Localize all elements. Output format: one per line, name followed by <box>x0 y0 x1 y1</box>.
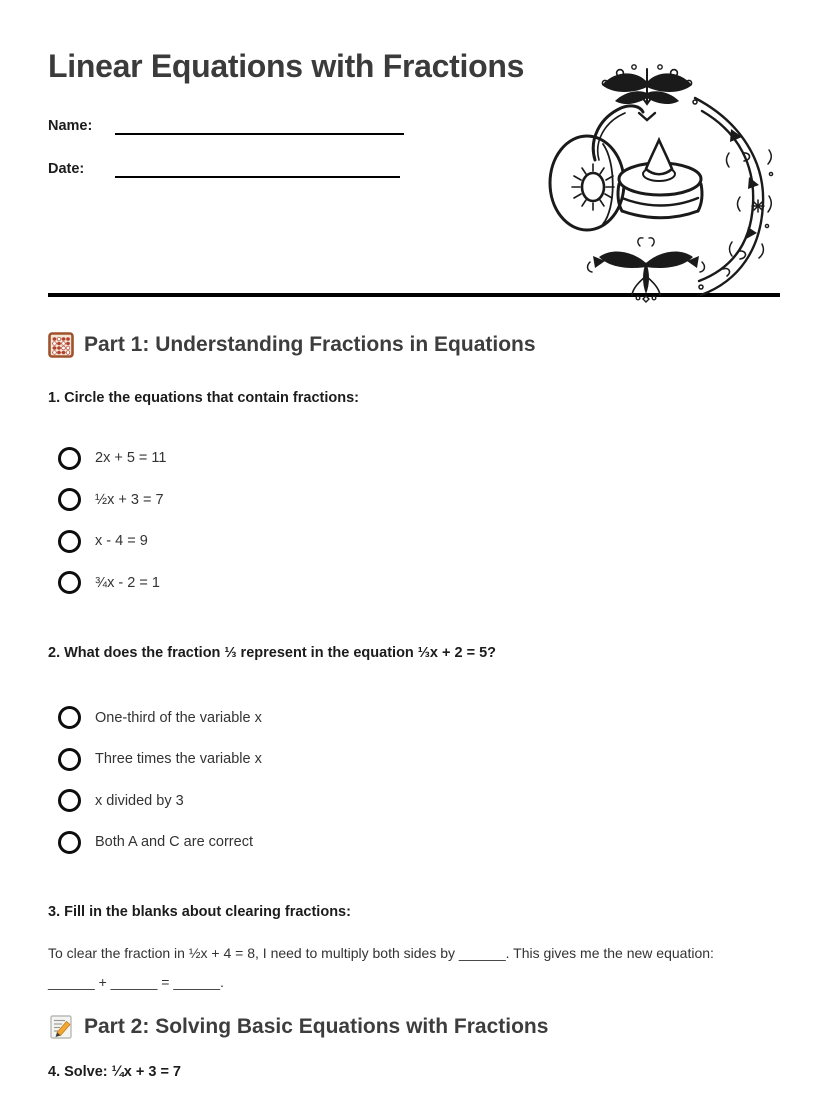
q2-option-1-label: One-third of the variable x <box>95 709 262 726</box>
q1-option-2-radio[interactable] <box>58 488 81 511</box>
bottom-flourish-ornament <box>588 238 705 302</box>
q1-option-4-label: ¾x - 2 = 1 <box>95 574 160 591</box>
q1-option-1-radio[interactable] <box>58 447 81 470</box>
page-title: Linear Equations with Fractions <box>48 48 525 84</box>
part1-heading-text: Part 1: Understanding Fractions in Equations <box>84 332 536 356</box>
question-1-label: 1. Circle the equations that contain fractions: <box>48 389 359 406</box>
name-write-line <box>115 119 404 135</box>
fill-blanks-line-1: To clear the fraction in ½x + 4 = 8, I need to multiply both sides by ______. This gives me the new equation: <box>48 944 714 961</box>
q2-option-4-label: Both A and C are correct <box>95 834 253 851</box>
fill-blanks-line-2: ______ + ______ = ______. <box>48 973 224 990</box>
question-1-options <box>48 447 780 595</box>
q2-option-3-label: x divided by 3 <box>95 792 184 809</box>
memo-pencil-icon <box>48 1014 74 1040</box>
question-2-label: 2. What does the fraction ⅓ represent in the equation ⅓x + 2 = 5? <box>48 645 496 662</box>
q2-option-2-radio[interactable] <box>58 748 81 771</box>
q2-option-2-label: Three times the variable x <box>95 751 262 768</box>
date-label: Date: <box>48 160 85 177</box>
q1-option-3-label: x - 4 = 9 <box>95 533 148 550</box>
part2-heading <box>48 1013 780 1041</box>
name-label: Name: <box>48 117 93 134</box>
q1-option-row-3 <box>58 530 780 553</box>
q1-option-4-radio[interactable] <box>58 571 81 594</box>
q1-option-1-label: 2x + 5 = 11 <box>95 450 167 467</box>
q2-option-1-radio[interactable] <box>58 706 81 729</box>
q1-option-row-2 <box>58 488 780 511</box>
question-4-label: 4. Solve: ¼x + 3 = 7 <box>48 1063 181 1080</box>
part1-heading <box>48 331 780 359</box>
question-2-options <box>48 706 780 854</box>
cake-drawing <box>618 140 702 218</box>
q2-option-4-radio[interactable] <box>58 831 81 854</box>
decorative-illustration <box>543 56 775 304</box>
q2-option-3-radio[interactable] <box>58 789 81 812</box>
q1-option-row-1 <box>58 447 780 470</box>
q1-option-2-label: ½x + 3 = 7 <box>95 491 164 508</box>
q2-option-row-4 <box>58 831 780 854</box>
q1-option-3-radio[interactable] <box>58 530 81 553</box>
question-3-fill-text <box>48 939 780 997</box>
q1-option-row-4 <box>58 571 780 594</box>
abacus-icon <box>48 332 74 358</box>
q2-option-row-1 <box>58 706 780 729</box>
q2-option-row-3 <box>58 789 780 812</box>
date-write-line <box>115 162 400 178</box>
part2-heading-text: Part 2: Solving Basic Equations with Fractions <box>84 1014 549 1038</box>
q2-option-row-2 <box>58 748 780 771</box>
question-3-label: 3. Fill in the blanks about clearing fractions: <box>48 903 351 920</box>
